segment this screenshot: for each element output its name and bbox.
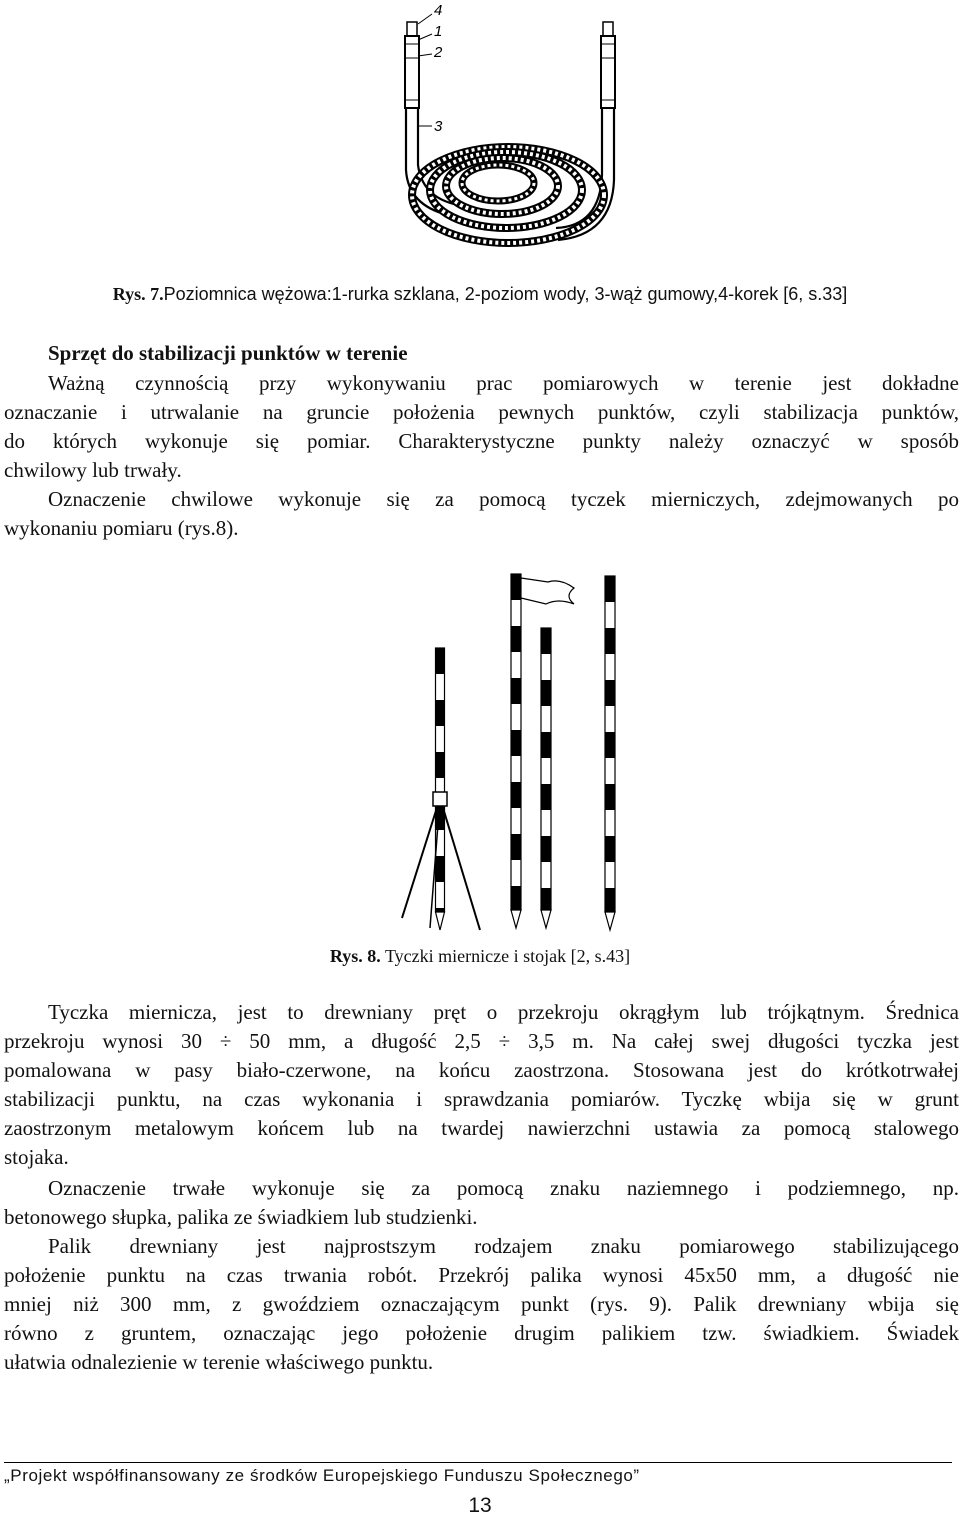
footer-funding-note: „Projekt współfinansowany ze środków Europejskiego Funduszu Społecznego” (4, 1466, 640, 1485)
section-heading: Sprzęt do stabilizacji punktów w terenie (48, 341, 408, 365)
paragraph-stabilization (4, 369, 959, 485)
paragraph-line: równo z gruntem, oznaczając jego położenie drugim palikiem tzw. świadkiem. Świadek (4, 1321, 959, 1345)
paragraph-line: Ważną czynnością przy wykonywaniu prac pomiarowych w terenie jest dokładne (48, 371, 959, 395)
figure-8-caption-label: Rys. 8. (329, 946, 381, 966)
paragraph-line: betonowego słupka, palika ze świadkiem lub studzienki. (4, 1205, 478, 1229)
paragraph-temporary-marking (4, 485, 959, 543)
paragraph-line: przekroju wynosi 30 ÷ 50 mm, a długość 2,5 ÷ 3,5 m. Na całej swej długości tyczka jest (4, 1029, 959, 1053)
figure-7-caption-text: Poziomnica wężowa:1-rurka szklana, 2-poziom wody, 3-wąż gumowy,4-korek [6, s.33] (163, 284, 848, 304)
paragraph-permanent-marking (4, 1174, 959, 1232)
paragraph-line: Tyczka miernicza, jest to drewniany pręt o przekroju okrągłym lub trójkątnym. Średnica (48, 1000, 959, 1024)
figure-7-caption-label: Rys. 7. (112, 284, 164, 304)
paragraph-line: Oznaczenie trwałe wykonuje się za pomocą znaku naziemnego i podziemnego, np. (48, 1176, 959, 1200)
callout-4: 4 (434, 2, 443, 19)
page-number: 13 (468, 1494, 492, 1517)
footer-divider (4, 1462, 952, 1463)
paragraph-line: stojaka. (4, 1145, 69, 1169)
figure-7-caption (0, 284, 960, 305)
paragraph-line: położenie punktu na czas trwania robót. Przekrój palika wynosi 45x50 mm, a długość nie (4, 1263, 959, 1287)
survey-poles-drawing (402, 574, 615, 930)
paragraph-line: Palik drewniany jest najprostszym rodzajem znaku pomiarowego stabilizującego (48, 1234, 959, 1258)
paragraph-line: pomalowana w pasy biało-czerwone, na końcu zaostrzona. Stosowana jest do krótkotrwałej (4, 1058, 959, 1082)
paragraph-line: oznaczanie i utrwalanie na gruncie położenia pewnych punktów, czyli stabilizacja punktów, (4, 400, 959, 424)
figure-8-caption-text: Tyczki miernicze i stojak [2, s.43] (384, 946, 631, 966)
callout-1: 1 (434, 23, 443, 40)
figure-8-caption (0, 946, 960, 967)
paragraph-line: wykonaniu pomiaru (rys.8). (4, 516, 239, 540)
paragraph-line: do których wykonuje się pomiar. Charakterystyczne punkty należy oznaczyć w sposób (4, 429, 959, 453)
paragraph-wooden-stake (4, 1232, 959, 1377)
callout-2: 2 (434, 44, 443, 61)
paragraph-line: Oznaczenie chwilowe wykonuje się za pomocą tyczek mierniczych, zdejmowanych po (48, 487, 959, 511)
paragraph-line: stabilizacji punktu, na czas wykonania i sprawdzania pomiarów. Tyczkę wbija się w grunt (4, 1087, 959, 1111)
figure-survey-poles (388, 568, 648, 948)
paragraph-survey-pole (4, 998, 959, 1172)
paragraph-line: zaostrzonym metalowym końcem lub na twardej nawierzchni ustawia za pomocą stalowego (4, 1116, 959, 1140)
callout-3: 3 (434, 118, 443, 135)
paragraph-line: chwilowy lub trwały. (4, 458, 182, 482)
paragraph-line: mniej niż 300 mm, z gwoździem oznaczającym punkt (rys. 9). Palik drewniany wbija się (4, 1292, 959, 1316)
paragraph-line: ułatwia odnalezienie w terenie właściwego punktu. (4, 1350, 434, 1374)
figure-hose-level (388, 0, 668, 282)
